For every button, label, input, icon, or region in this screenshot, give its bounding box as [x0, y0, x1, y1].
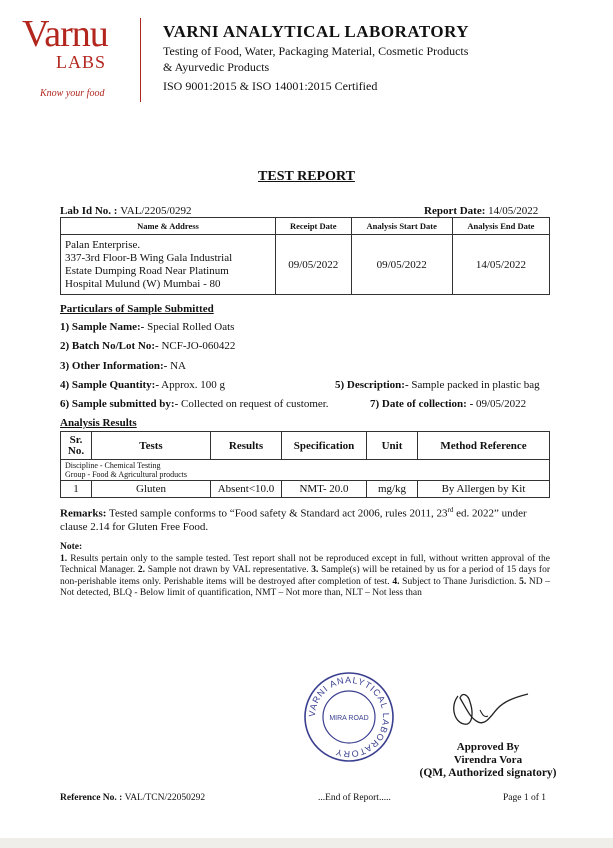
remarks-text-a: Tested sample conforms to “Food safety & Standard act 2006, rules 2011, 23: [109, 507, 448, 520]
remarks-text-b: ed. 2022” under clause 2.14 for Gluten Free Food.: [60, 507, 527, 533]
lab-name: VARNI ANALYTICAL LABORATORY: [163, 22, 470, 41]
approver-title: (QM, Authorized signatory): [419, 767, 557, 779]
address-line: Hospital Mulund (W) Mumbai - 80: [65, 277, 221, 290]
logo-tagline: Know your food: [40, 88, 105, 99]
col-results: Results: [211, 432, 282, 460]
cell-result: Absent<10.0: [211, 481, 282, 498]
cell-method: By Allergen by Kit: [418, 481, 550, 498]
note-2: Sample not drawn by VAL representative.: [147, 565, 309, 575]
col-tests: Tests: [92, 432, 211, 460]
collection-date-field: [370, 398, 526, 410]
report-date: [424, 205, 538, 217]
field-value: Sample packed in plastic bag: [411, 379, 540, 391]
page-bottom-band: [0, 838, 613, 848]
report-title: TEST REPORT: [258, 169, 355, 184]
start-date-value: 09/05/2022: [351, 235, 452, 295]
quantity-field: [60, 379, 225, 391]
field-label: 5) Description:-: [335, 379, 409, 391]
description-field: [335, 379, 540, 391]
field-label: 1) Sample Name:-: [60, 321, 145, 333]
stamp-ring-text: VARNI ANALYTICAL LABORATORY: [306, 674, 392, 760]
client-address: [61, 235, 276, 295]
notes-block: [60, 542, 550, 600]
remarks: [60, 504, 550, 534]
col-sr-no: Sr. No.: [61, 432, 92, 460]
field-label: 7) Date of collection: -: [370, 398, 474, 410]
lab-stamp: [302, 670, 396, 764]
field-label: 6) Sample submitted by:-: [60, 398, 179, 410]
field-label: 2) Batch No/Lot No:-: [60, 340, 159, 352]
discipline-row: [61, 460, 550, 481]
reference-number: [60, 793, 205, 803]
note-4: Subject to Thane Jurisdiction.: [402, 576, 517, 587]
col-analysis-end: Analysis End Date: [452, 218, 549, 235]
field-label: 3) Other Information:-: [60, 360, 168, 372]
approver-name: Virendra Vora: [453, 754, 523, 766]
note-number: 2.: [137, 565, 145, 575]
client-info-table: [60, 217, 550, 295]
field-value: Collected on request of customer.: [181, 398, 329, 410]
sample-name-field: [60, 321, 234, 333]
address-line: Palan Enterprise.: [65, 238, 141, 251]
note-number: 4.: [392, 576, 400, 587]
analysis-table: [60, 431, 550, 498]
discipline-label: Discipline - Chemical Testing: [65, 461, 161, 470]
page-number: Page 1 of 1: [503, 793, 547, 803]
col-analysis-start: Analysis Start Date: [351, 218, 452, 235]
field-value: NA: [170, 360, 186, 372]
field-value: Special Rolled Oats: [147, 321, 235, 333]
address-line: 337-3rd Floor-B Wing Gala Industrial: [65, 251, 233, 264]
group-label: Group - Food & Agricultural products: [65, 470, 187, 479]
report-date-label: Report Date:: [424, 205, 486, 217]
lab-id: [60, 205, 192, 217]
analysis-heading: Analysis Results: [60, 417, 137, 429]
approved-by-label: Approved By: [456, 741, 520, 753]
cell-spec: NMT- 20.0: [282, 481, 367, 498]
other-info-field: [60, 360, 186, 372]
note-3: Sample(s) will be retained by us for a period of 15 days for non-perishable items only. Perishable items will be destroyed after completion of test.: [60, 565, 551, 587]
col-name-address: Name & Address: [61, 218, 276, 235]
address-line: Estate Dumping Road Near Platinum: [65, 264, 229, 277]
note-number: 5.: [519, 576, 527, 587]
lab-services-line-2: & Ayurvedic Products: [163, 60, 270, 74]
reference-value: VAL/TCN/22050292: [124, 793, 206, 803]
lab-certification: ISO 9001:2015 & ISO 14001:2015 Certified: [163, 79, 378, 93]
receipt-date-value: 09/05/2022: [276, 235, 352, 295]
note-5: ND – Not detected, BLQ - Below limit of quantification, NMT – Not more than, NLT – Not less than: [60, 576, 551, 598]
end-of-report: ...End of Report.....: [318, 793, 391, 803]
logo-labs: LABS: [56, 52, 107, 72]
submitted-by-field: [60, 398, 329, 410]
col-receipt-date: Receipt Date: [276, 218, 352, 235]
header-divider: [140, 18, 141, 102]
col-unit: Unit: [367, 432, 418, 460]
field-value: NCF-JO-060422: [161, 340, 236, 352]
note-1: Results pertain only to the sample tested. Test report shall not be reproduced except in full, without written approval of the Technical Manager.: [60, 553, 550, 575]
end-date-value: 14/05/2022: [452, 235, 549, 295]
lab-id-value: VAL/2205/0292: [120, 205, 192, 217]
cell-sr: 1: [61, 481, 92, 498]
field-value: Approx. 100 g: [161, 379, 226, 391]
cell-unit: mg/kg: [367, 481, 418, 498]
col-specification: Specification: [282, 432, 367, 460]
logo-wordmark: Varnu: [22, 13, 108, 55]
particulars-heading: Particulars of Sample Submitted: [60, 303, 214, 315]
field-value: 09/05/2022: [476, 398, 527, 410]
batch-field: [60, 340, 235, 352]
approval-block: [418, 741, 558, 780]
remarks-label: Remarks:: [60, 507, 107, 520]
table-row: [61, 481, 550, 498]
notes-heading: Note:: [60, 542, 83, 552]
lab-id-label: Lab Id No. :: [60, 205, 118, 217]
note-number: 1.: [60, 553, 68, 564]
field-label: 4) Sample Quantity:-: [60, 379, 159, 391]
cell-test: Gluten: [92, 481, 211, 498]
stamp-center-text: MIRA ROAD: [329, 715, 369, 722]
report-date-value: 14/05/2022: [488, 205, 539, 217]
lab-services-line-1: Testing of Food, Water, Packaging Material, Cosmetic Products: [163, 44, 469, 58]
reference-label: Reference No. :: [60, 793, 123, 803]
remarks-sup: rd: [447, 506, 454, 514]
col-method: Method Reference: [418, 432, 550, 460]
note-number: 3.: [311, 565, 319, 575]
signature: [440, 684, 540, 734]
